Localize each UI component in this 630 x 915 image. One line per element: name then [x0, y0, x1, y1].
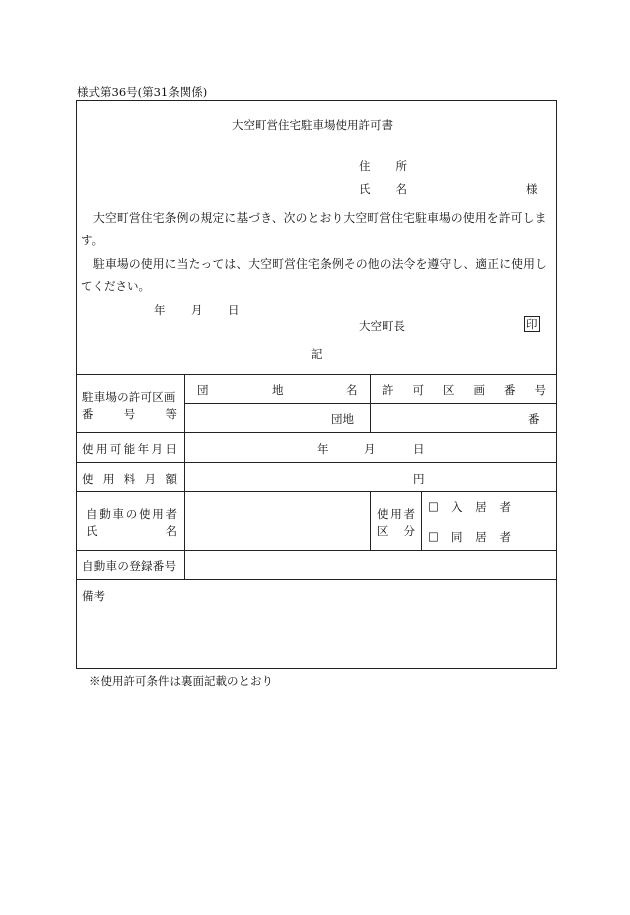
- vehicle-user-label-line-1-text-char-5: 用: [152, 507, 164, 521]
- seal-mark: 印: [526, 317, 538, 331]
- fee-unit-yen: 円: [413, 472, 425, 486]
- name-label-text-char-0: 氏: [359, 182, 371, 196]
- address-label-text-char-1: 所: [395, 159, 407, 173]
- option-cohabitant: [451, 529, 511, 545]
- body-paragraph-1-line-1: 大空町営住宅条例の規定に基づき、次のとおり大空町営住宅駐車場の使用を許可しま: [93, 211, 547, 225]
- option-cohabitant-text-char-1: 居: [475, 530, 487, 544]
- parking-label-line-1: 駐車場の許可区画: [82, 390, 176, 404]
- monthly-fee-label-text-char-0: 使: [82, 472, 94, 486]
- issuer-mayor: 大空町長: [359, 319, 405, 333]
- vehicle-user-label-line-1-text-char-1: 動: [99, 507, 111, 521]
- user-type-label-line-1-text-char-0: 使: [377, 507, 389, 521]
- usage-period-label-text-char-1: 用: [95, 442, 108, 456]
- usage-period-label-text-char-4: 年: [137, 442, 150, 456]
- parking-label-line-2-text-char-2: 等: [165, 407, 177, 421]
- table-user-type-left-divider: [370, 491, 371, 551]
- vehicle-user-label-line-1-text-char-2: 車: [112, 507, 124, 521]
- vehicle-user-label-line-2-text-char-0: 氏: [86, 524, 98, 538]
- body-paragraph-2-line-1: 駐車場の使用に当たっては、大空町営住宅条例その他の法令を遵守し、適正に使用し: [93, 257, 547, 271]
- danchi-header-char-3: 名: [346, 383, 358, 397]
- user-type-label-line-2-text-char-1: 分: [403, 524, 415, 538]
- table-line-5: [76, 550, 557, 551]
- table-parking-column-divider: [370, 374, 371, 433]
- section-number-header-text-char-4: 番: [504, 383, 516, 397]
- table-user-type-right-divider: [421, 491, 422, 551]
- body-paragraph-1-line-2: す。: [81, 233, 104, 247]
- period-month: 月: [364, 442, 376, 456]
- name-label-text-char-1: 名: [395, 182, 407, 196]
- parking-label-line-2: [82, 406, 177, 422]
- section-number-header-text-char-3: 画: [473, 383, 485, 397]
- table-line-2: [76, 432, 557, 433]
- usage-period-label: [82, 441, 177, 457]
- table-label-column-divider: [184, 374, 185, 580]
- checkbox-resident[interactable]: □: [428, 499, 439, 513]
- option-resident: [451, 499, 511, 515]
- section-number-header-text-char-1: 可: [412, 383, 424, 397]
- user-type-label-line-1: [377, 506, 415, 522]
- honorific-sama: 様: [526, 182, 538, 196]
- issue-date-month: 月: [191, 303, 203, 317]
- vehicle-user-label-line-2-text-char-1: 名: [165, 524, 177, 538]
- footnote: ※使用許可条件は裏面記載のとおり: [89, 674, 273, 688]
- option-cohabitant-text-char-2: 者: [499, 530, 511, 544]
- danchi-header-char-2: 地: [272, 383, 284, 397]
- danchi-suffix: 団地: [331, 412, 354, 426]
- vehicle-user-label-line-1-text-char-3: の: [125, 507, 138, 521]
- section-number-header-text-char-2: 区: [443, 383, 455, 397]
- vehicle-user-label-line-1-text-char-0: 自: [86, 507, 98, 521]
- frame-left-border: [76, 100, 77, 669]
- section-number-header-text-char-0: 許: [382, 383, 394, 397]
- vehicle-user-label-line-1-text-char-6: 者: [165, 507, 177, 521]
- vehicle-user-label-line-1-text-char-4: 使: [139, 507, 151, 521]
- monthly-fee-label-text-char-4: 額: [165, 472, 177, 486]
- monthly-fee-label-text-char-3: 月: [144, 472, 157, 486]
- user-type-label-line-1-text-char-2: 者: [403, 507, 415, 521]
- option-resident-text-char-0: 入: [451, 500, 463, 514]
- ki-notation: 記: [311, 347, 323, 361]
- period-day: 日: [413, 442, 425, 456]
- user-type-label-line-2-text-char-0: 区: [377, 524, 389, 538]
- number-suffix: 番: [528, 412, 540, 426]
- monthly-fee-label-text-char-2: 料: [123, 472, 136, 486]
- vehicle-user-label-line-2: [86, 523, 177, 539]
- usage-period-label-text-char-3: 能: [123, 442, 136, 456]
- name-label: [359, 181, 407, 197]
- parking-label-line-2-text-char-0: 番: [82, 407, 94, 421]
- document-title: 大空町営住宅駐車場使用許可書: [232, 118, 393, 132]
- section-number-header-text-char-5: 号: [534, 383, 546, 397]
- danchi-header-char-1: 団: [197, 383, 209, 397]
- table-line-6: [76, 579, 557, 580]
- parking-label-line-2-text-char-1: 号: [123, 407, 136, 421]
- user-type-label-line-1-text-char-1: 用: [390, 507, 402, 521]
- frame-right-border: [556, 100, 557, 669]
- address-label-text-char-0: 住: [359, 159, 371, 173]
- checkbox-cohabitant[interactable]: □: [428, 529, 439, 543]
- vehicle-user-label-line-1: [86, 506, 177, 522]
- section-number-header: [382, 382, 546, 398]
- monthly-fee-label: [82, 471, 177, 487]
- period-year: 年: [317, 442, 329, 456]
- frame-bottom-border: [76, 668, 557, 669]
- usage-period-label-text-char-5: 月: [151, 442, 164, 456]
- body-paragraph-2-line-2: てください。: [81, 279, 150, 293]
- table-line-4: [76, 491, 557, 492]
- table-line-3: [76, 462, 557, 463]
- remarks-label: 備考: [82, 589, 105, 603]
- option-resident-text-char-2: 者: [499, 500, 511, 514]
- issue-date-day: 日: [228, 303, 240, 317]
- user-type-label-line-2: [377, 523, 415, 539]
- usage-period-label-text-char-2: 可: [109, 442, 122, 456]
- option-resident-text-char-1: 居: [475, 500, 487, 514]
- registration-number-label: 自動車の登録番号: [82, 559, 177, 573]
- frame-top-border: [76, 100, 557, 101]
- form-number-label: 様式第36号(第31条関係): [77, 85, 208, 99]
- option-cohabitant-text-char-0: 同: [451, 530, 463, 544]
- usage-period-label-text-char-6: 日: [165, 442, 177, 456]
- monthly-fee-label-text-char-1: 用: [102, 472, 115, 486]
- usage-period-label-text-char-0: 使: [82, 442, 94, 456]
- table-top-line: [76, 374, 557, 375]
- address-label: [359, 158, 407, 174]
- issue-date-year: 年: [154, 303, 166, 317]
